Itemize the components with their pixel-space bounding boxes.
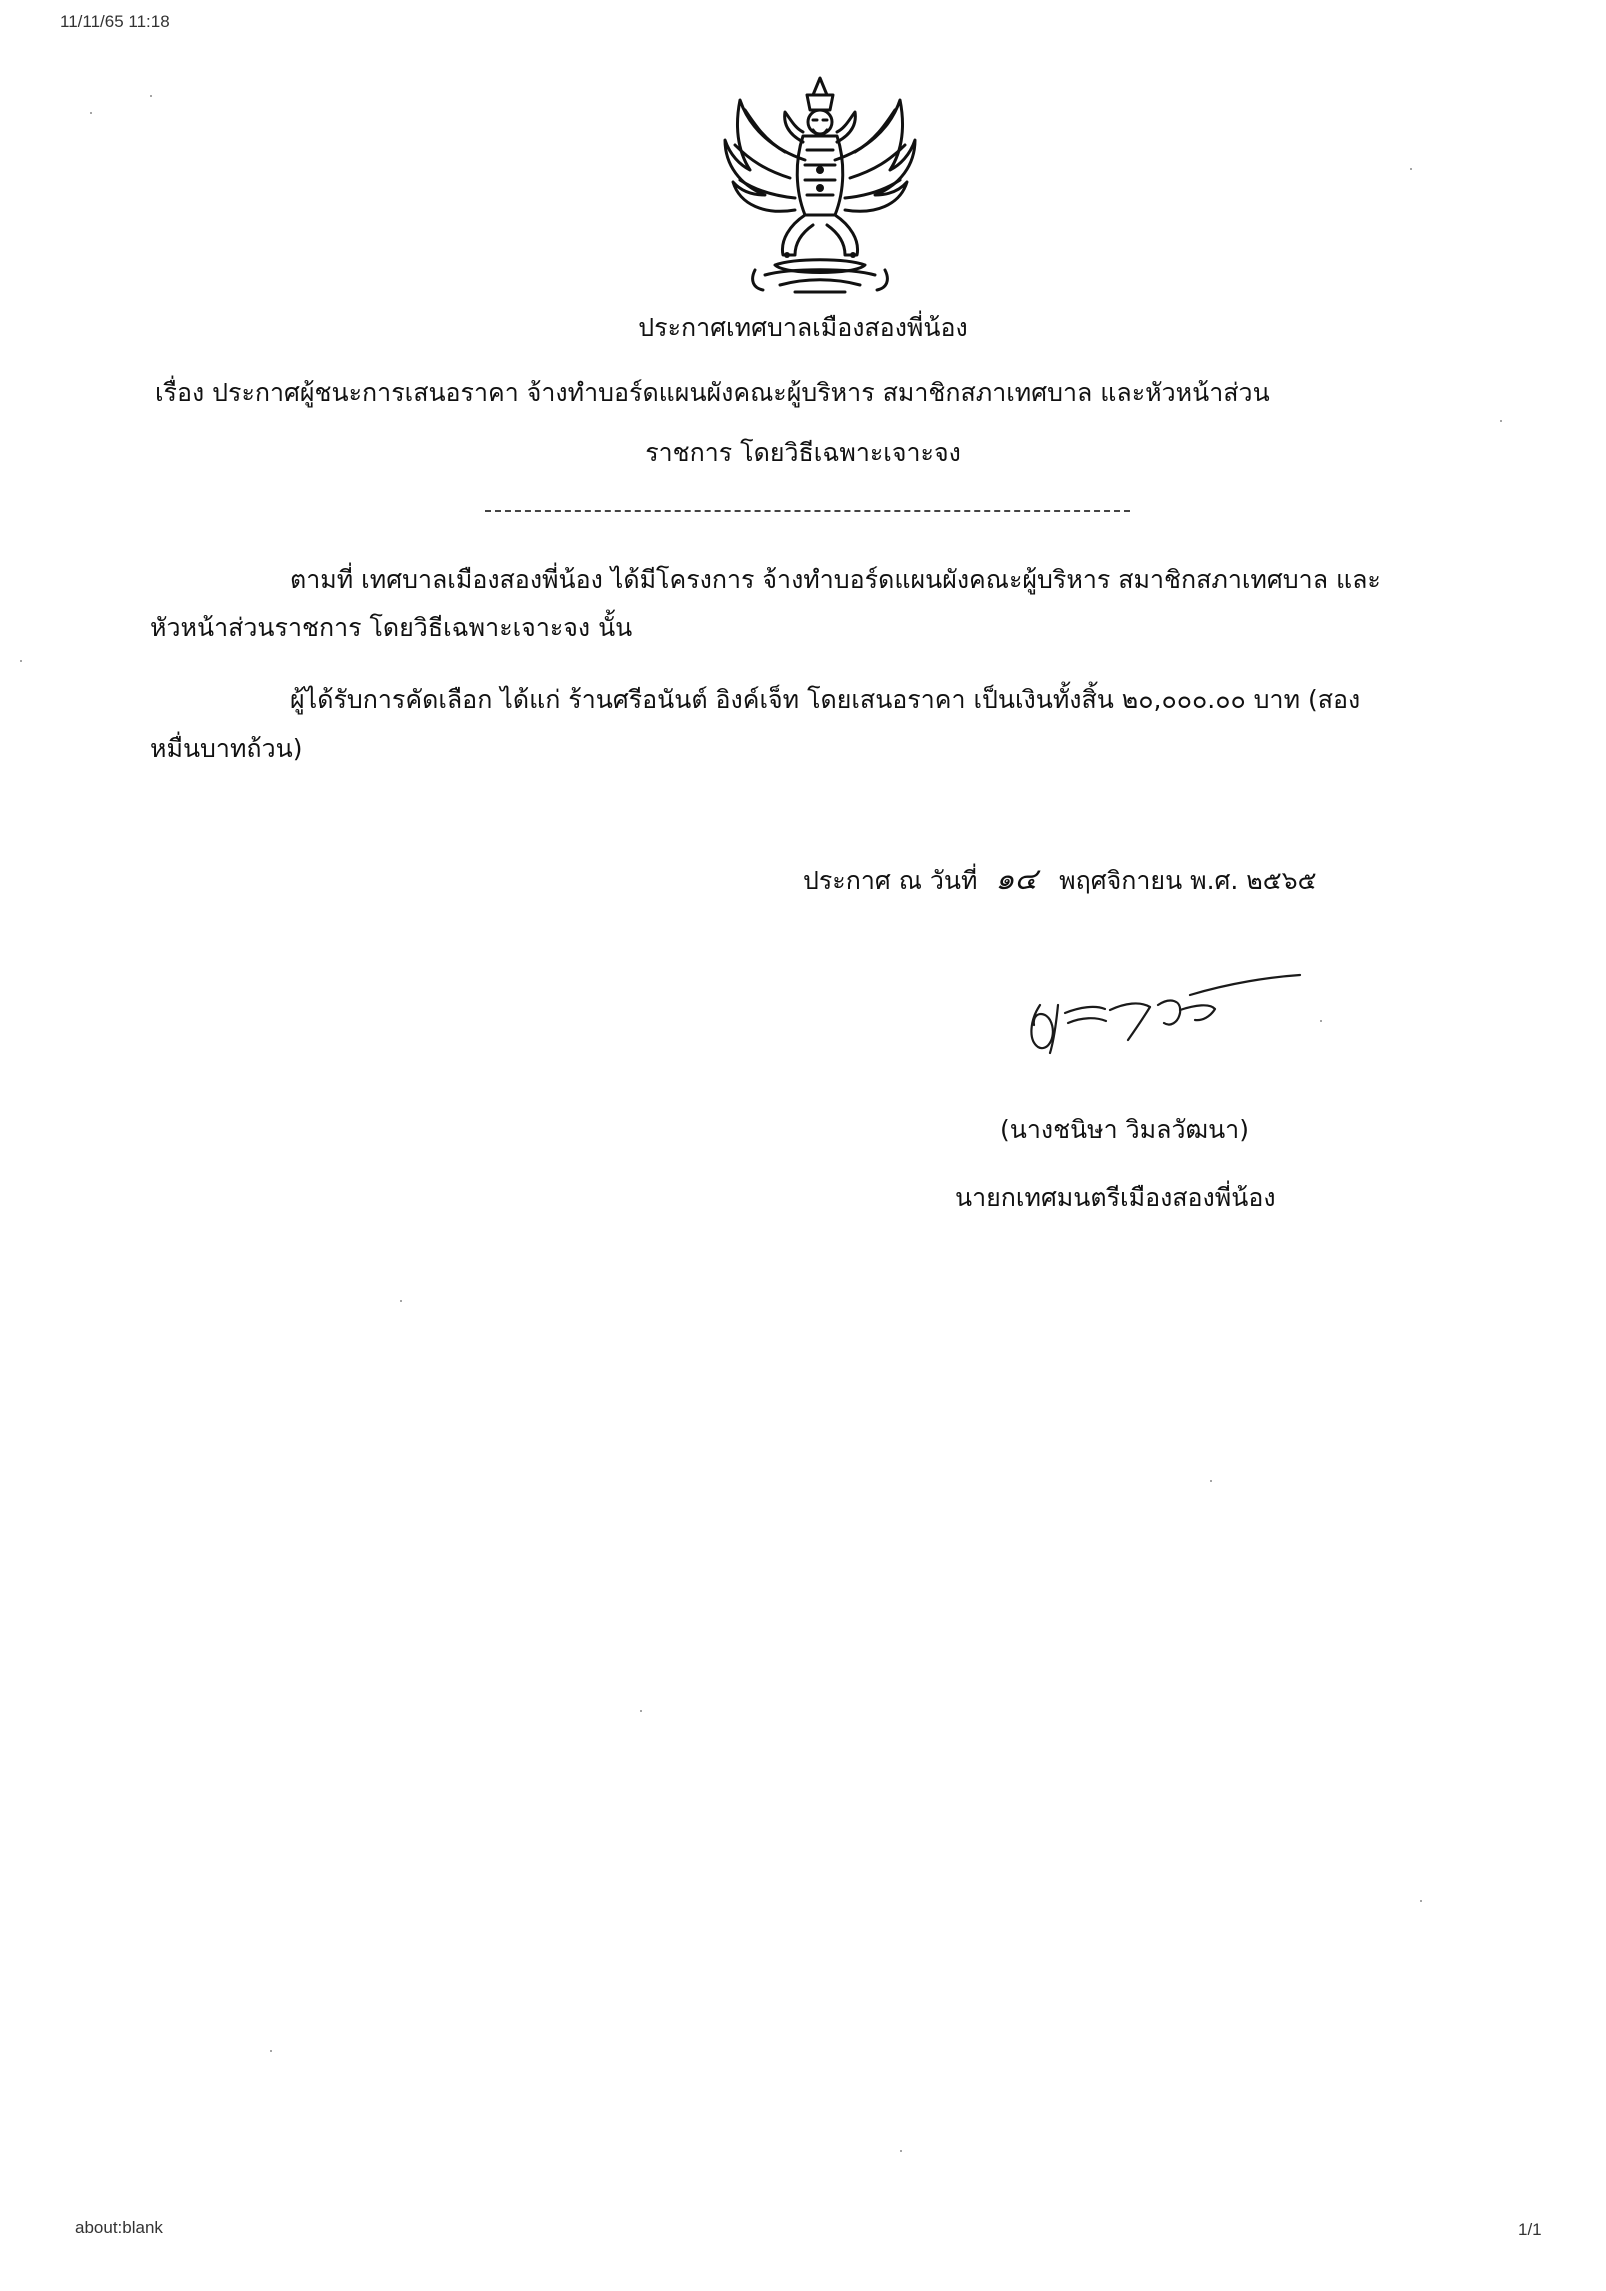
scan-speck xyxy=(900,2150,902,2152)
signer-title: นายกเทศมนตรีเมืองสองพี่น้อง xyxy=(955,1183,1276,1212)
signer-name: (นางชนิษา วิมลวัฒนา) xyxy=(1000,1115,1249,1144)
scan-speck xyxy=(270,2050,272,2052)
scan-speck xyxy=(1320,1020,1322,1022)
scan-speck xyxy=(400,1300,402,1302)
paragraph-1-line-2: หัวหน้าส่วนราชการ โดยวิธีเฉพาะเจาะจง นั้น xyxy=(150,613,633,642)
print-url: about:blank xyxy=(75,2218,163,2237)
print-page-number: 1/1 xyxy=(1518,2220,1542,2239)
subject-line-1: เรื่อง ประกาศผู้ชนะการเสนอราคา จ้างทำบอร์ดแผนผังคณะผู้บริหาร สมาชิกสภาเทศบาล และหัวหน้าส่วน xyxy=(155,378,1270,407)
announcement-date xyxy=(803,856,1317,903)
scan-speck xyxy=(20,660,22,662)
scan-speck xyxy=(1210,1480,1212,1482)
scan-speck xyxy=(1410,168,1412,170)
scan-speck xyxy=(1420,1900,1422,1902)
print-timestamp: 11/11/65 11:18 xyxy=(60,12,170,31)
date-month-year: พฤศจิกายน พ.ศ. ๒๕๖๕ xyxy=(1059,866,1317,895)
paragraph-2-line-2: หมื่นบาทถ้วน) xyxy=(150,734,303,763)
paragraph-2-line-1: ผู้ได้รับการคัดเลือก ได้แก่ ร้านศรีอนันต์ อิงค์เจ็ท โดยเสนอราคา เป็นเงินทั้งสิ้น ๒๐,๐๐๐.๐๐ บาท (สอง xyxy=(290,685,1361,714)
scan-speck xyxy=(640,1710,642,1712)
scan-speck xyxy=(1500,420,1502,422)
separator-line xyxy=(485,510,1130,512)
handwritten-signature xyxy=(1010,965,1310,1065)
subject-line-2: ราชการ โดยวิธีเฉพาะเจาะจง xyxy=(645,438,961,467)
date-day: ๑๔ xyxy=(995,862,1038,897)
date-prefix: ประกาศ ณ วันที่ xyxy=(803,866,978,895)
scan-speck xyxy=(150,95,152,97)
garuda-emblem xyxy=(695,70,945,300)
paragraph-1-line-1: ตามที่ เทศบาลเมืองสองพี่น้อง ได้มีโครงการ จ้างทำบอร์ดแผนผังคณะผู้บริหาร สมาชิกสภาเทศบาล และ xyxy=(290,565,1381,594)
scan-speck xyxy=(90,112,92,114)
office-heading: ประกาศเทศบาลเมืองสองพี่น้อง xyxy=(638,313,968,342)
